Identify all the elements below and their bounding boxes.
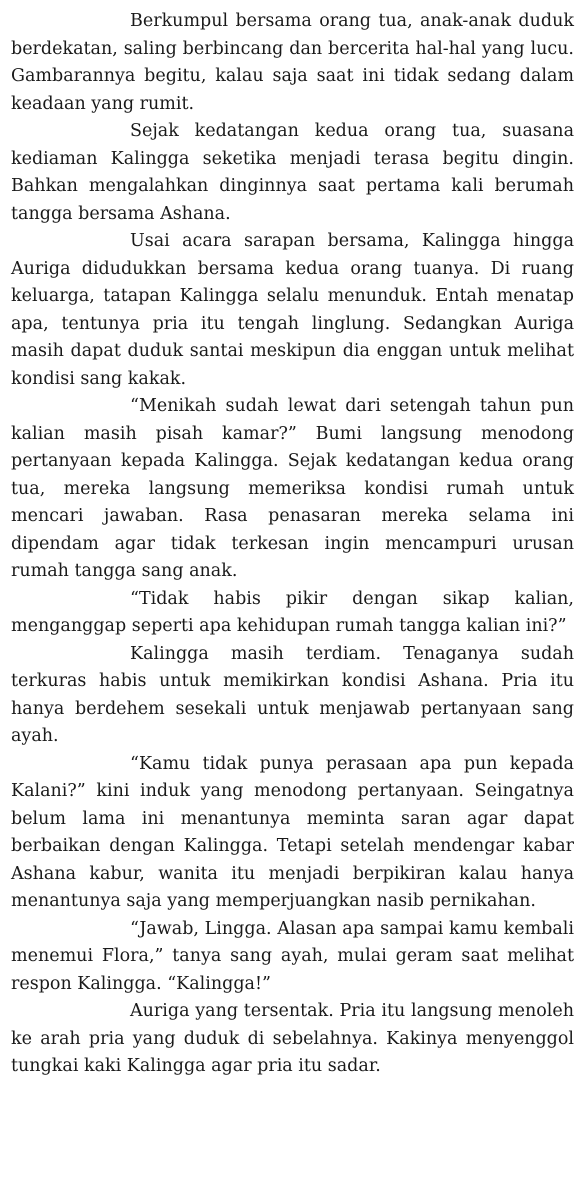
paragraph-5: “Tidak habis pikir dengan sikap kalian, menganggap seperti apa kehidupan rumah tangga kalian ini?” xyxy=(11,588,574,636)
paragraph-7: “Kamu tidak punya perasaan apa pun kepada Kalani?” kini induk yang menodong pertanyaan. Seingatnya belum lama ini menantunya meminta saran agar dapat berbaikan dengan Kalingga. Tetapi setelah mendengar kabar Ashana kabur, wanita itu menjadi berpikiran kalau hanya menantunya saja yang memperjuangkan nasib pernikahan. xyxy=(11,753,574,911)
paragraph-8: “Jawab, Lingga. Alasan apa sampai kamu kembali menemui Flora,” tanya sang ayah, mulai geram saat melihat respon Kalingga. “Kalingga!” xyxy=(11,918,574,994)
paragraph-4: “Menikah sudah lewat dari setengah tahun pun kalian masih pisah kamar?” Bumi langsung menodong pertanyaan kepada Kalingga. Sejak kedatangan kedua orang tua, mereka langsung memeriksa kondisi rumah untuk mencari jawaban. Rasa penasaran mereka selama ini dipendam agar tidak terkesan ingin mencampuri urusan rumah tangga sang anak. xyxy=(11,396,574,581)
paragraph-6: Kalingga masih terdiam. Tenaganya sudah terkuras habis untuk memikirkan kondisi Ashana. Pria itu hanya berdehem sesekali untuk menjawab pertanyaan sang ayah. xyxy=(11,643,574,746)
paragraph-3: Usai acara sarapan bersama, Kalingga hingga Auriga didudukkan bersama kedua orang tuanya. Di ruang keluarga, tatapan Kalingga selalu menunduk. Entah menatap apa, tentunya pria itu tengah linglung. Sedangkan Auriga masih dapat duduk santai meskipun dia enggan untuk melihat kondisi sang kakak. xyxy=(11,231,574,389)
paragraph-1: Berkumpul bersama orang tua, anak-anak duduk berdekatan, saling berbincang dan bercerita hal-hal yang lucu. Gambarannya begitu, kalau saja saat ini tidak sedang dalam keadaan yang rumit. xyxy=(11,11,574,114)
paragraph-9: Auriga yang tersentak. Pria itu langsung menoleh ke arah pria yang duduk di sebelahnya. Kakinya menyenggol tungkai kaki Kalingga agar pria itu sadar. xyxy=(11,1001,574,1076)
paragraph-2: Sejak kedatangan kedua orang tua, suasana kediaman Kalingga seketika menjadi terasa begitu dingin. Bahkan mengalahkan dinginnya saat pertama kali berumah tangga bersama Ashana. xyxy=(11,121,574,224)
